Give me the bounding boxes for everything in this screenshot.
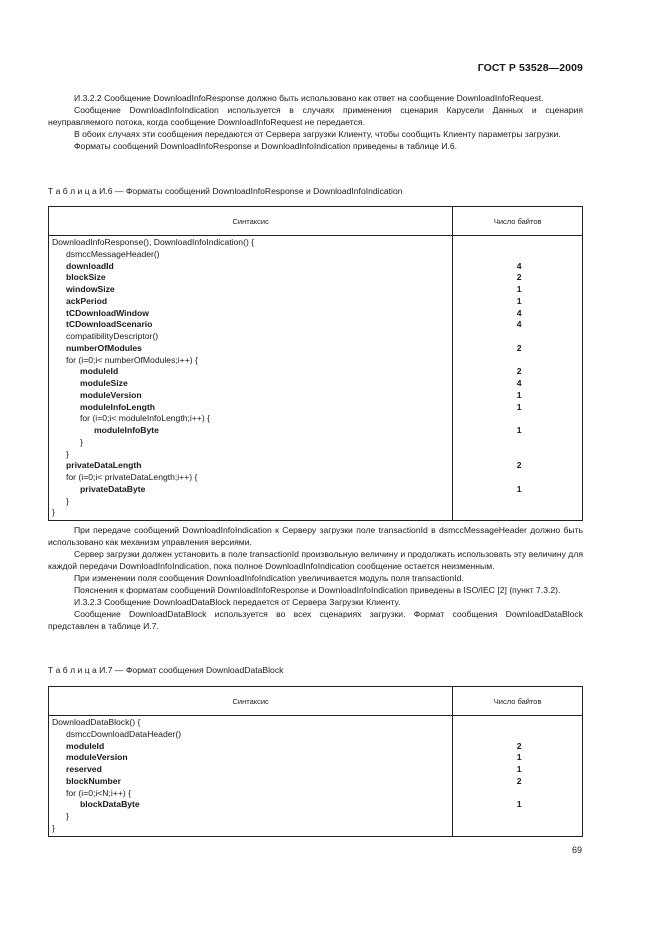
byte-count <box>456 437 582 449</box>
byte-count <box>456 331 582 343</box>
syntax-line: DownloadDataBlock() { <box>52 717 141 727</box>
byte-count <box>456 717 582 729</box>
syntax-cell <box>49 236 453 521</box>
byte-count: 1 <box>516 295 522 306</box>
syntax-column-header: Синтаксис <box>49 687 453 716</box>
paragraph: Сообщение DownloadInfoIndication используется в случаях применения сценария Карусели Данных и сценария неуправляемого потока, когда сообщение DownloadInfoRequest не передается. <box>48 105 583 127</box>
syntax-line: tCDownloadScenario <box>66 319 153 330</box>
byte-count: 1 <box>516 483 522 494</box>
middle-text <box>48 524 583 632</box>
syntax-line: downloadId <box>66 260 114 271</box>
bytes-column-header: Число байтов <box>453 687 583 716</box>
syntax-line: moduleVersion <box>80 389 142 400</box>
syntax-line: windowSize <box>66 284 115 294</box>
syntax-line: for (i=0;i< moduleInfoLength;i++) { <box>80 413 210 424</box>
syntax-line: for (i=0;i<N;i++) { <box>66 787 131 798</box>
syntax-line: dsmccMessageHeader() <box>66 248 160 259</box>
byte-count: 1 <box>516 389 522 400</box>
syntax-line: privateDataLength <box>66 460 142 471</box>
syntax-line: ackPeriod <box>66 295 108 306</box>
syntax-line: privateDataByte <box>80 483 146 494</box>
syntax-line: blockNumber <box>66 775 121 786</box>
byte-count <box>456 472 582 484</box>
byte-count <box>456 496 582 508</box>
byte-count <box>456 249 582 261</box>
byte-count: 2 <box>516 740 522 751</box>
paragraph: При передаче сообщений DownloadInfoIndication к Серверу загрузки поле transactionId в dsmccMessageHeader должно быть использовано как механизм управления версиями. <box>48 525 583 547</box>
bytes-column-header: Число байтов <box>453 207 583 236</box>
syntax-line: } <box>80 436 83 447</box>
byte-count <box>456 811 582 823</box>
syntax-line: for (i=0;i< numberOfModules;i++) { <box>66 354 198 365</box>
byte-count: 4 <box>516 378 522 388</box>
paragraph: Сообщение DownloadDataBlock используется во всех сценариях загрузки. Формат сообщения DownloadDataBlock представлен в таблице И.7. <box>48 609 583 631</box>
syntax-line: blockDataByte <box>80 799 140 810</box>
byte-count <box>456 788 582 800</box>
byte-count: 2 <box>516 272 522 283</box>
byte-count: 2 <box>516 460 522 471</box>
byte-count <box>456 413 582 425</box>
syntax-line: moduleId <box>66 740 105 751</box>
paragraph: И.3.2.3 Сообщение DownloadDataBlock передается от Сервера Загрузки Клиенту. <box>74 597 401 607</box>
intro-text <box>48 92 583 152</box>
table-7-caption: Т а б л и ц а И.7 — Формат сообщения DownloadDataBlock <box>48 665 284 675</box>
byte-count: 2 <box>516 342 522 353</box>
byte-count: 1 <box>516 764 522 774</box>
syntax-line: moduleInfoByte <box>94 425 159 435</box>
byte-count: 1 <box>516 752 522 763</box>
syntax-column-header: Синтаксис <box>49 207 453 236</box>
byte-count: 4 <box>516 260 522 271</box>
paragraph: Сервер загрузки должен установить в поле transactionId произвольную величину и продолжать использовать эту величину для каждой передачи DownloadInfoIndication, пока полное DownloadInfoIndication сообщение остается неизменным. <box>48 549 583 571</box>
paragraph: Пояснения к форматам сообщений DownloadInfoResponse и DownloadInfoIndication приведены в ISO/IEC [2] (пункт 7.3.2). <box>74 585 561 595</box>
byte-count: 1 <box>516 284 522 294</box>
syntax-line: } <box>66 811 69 821</box>
byte-count <box>456 507 582 519</box>
byte-count: 1 <box>516 425 522 435</box>
syntax-line: compatibilityDescriptor() <box>66 331 159 341</box>
syntax-line: dsmccDownloadDataHeader() <box>66 728 182 739</box>
paragraph: Форматы сообщений DownloadInfoResponse и DownloadInfoIndication приведены в таблице И.6. <box>74 141 458 151</box>
bytes-cell <box>453 236 583 521</box>
byte-count <box>456 823 582 835</box>
paragraph: При изменении поля сообщения DownloadInfoIndication увеличивается модуль поля transactionId. <box>74 573 464 583</box>
byte-count <box>456 237 582 249</box>
table-7 <box>48 686 583 837</box>
table-6-caption: Т а б л и ц а И.6 — Форматы сообщений DownloadInfoResponse и DownloadInfoIndication <box>48 186 403 196</box>
byte-count: 4 <box>516 307 522 318</box>
page-number: 69 <box>571 845 582 855</box>
syntax-cell <box>49 716 453 837</box>
byte-count: 1 <box>516 401 522 412</box>
paragraph: В обоих случаях эти сообщения передаются от Сервера загрузки Клиенту, чтобы сообщить Клиенту параметры загрузки. <box>74 129 561 139</box>
syntax-line: moduleId <box>80 366 119 377</box>
syntax-line: for (i=0;i< privateDataLength;i++) { <box>66 472 198 482</box>
byte-count: 4 <box>516 319 522 330</box>
syntax-line: blockSize <box>66 272 106 283</box>
byte-count: 1 <box>516 799 522 810</box>
paragraph: И.3.2.2 Сообщение DownloadInfoResponse должно быть использовано как ответ на сообщение DownloadInfoRequest. <box>74 93 544 103</box>
syntax-line: } <box>66 495 69 506</box>
byte-count <box>456 355 582 367</box>
byte-count <box>456 729 582 741</box>
table-6 <box>48 206 583 521</box>
syntax-line: numberOfModules <box>66 342 142 353</box>
byte-count: 2 <box>516 366 522 377</box>
syntax-line: reserved <box>66 764 102 774</box>
syntax-line: DownloadInfoResponse(), DownloadInfoIndication() { <box>52 237 255 247</box>
syntax-line: tCDownloadWindow <box>66 307 149 318</box>
syntax-line: } <box>66 448 69 459</box>
syntax-line: } <box>52 822 55 833</box>
standard-header: ГОСТ Р 53528—2009 <box>477 62 583 74</box>
byte-count: 2 <box>516 775 522 786</box>
syntax-line: } <box>52 507 55 518</box>
syntax-line: moduleVersion <box>66 752 128 763</box>
byte-count <box>456 449 582 461</box>
bytes-cell <box>453 716 583 837</box>
syntax-line: moduleSize <box>80 378 128 388</box>
syntax-line: moduleInfoLength <box>80 401 155 412</box>
